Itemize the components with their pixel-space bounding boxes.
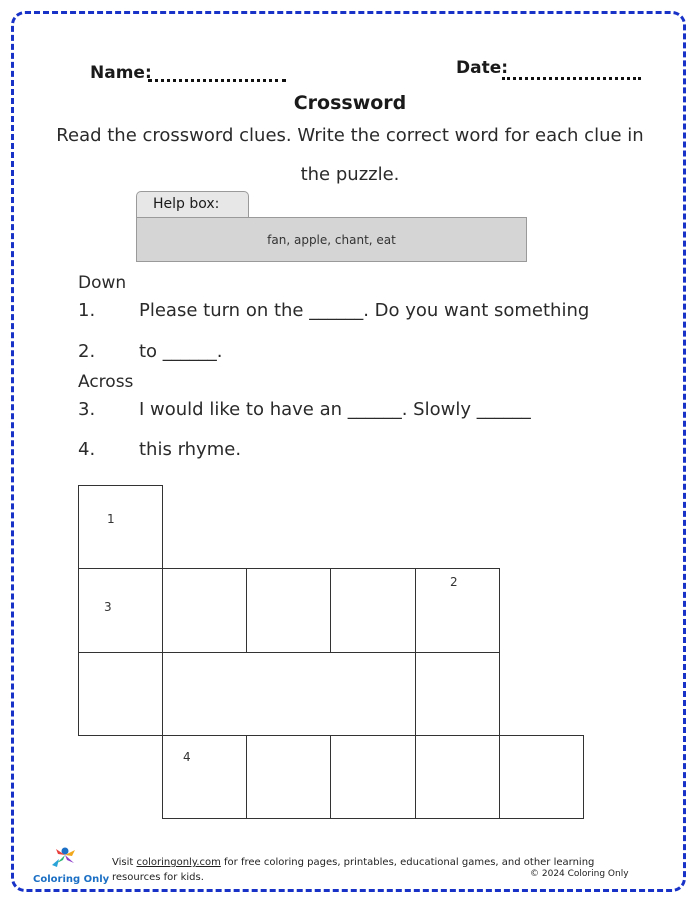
grid-cell[interactable] (162, 568, 247, 653)
instruction-line-1: Read the crossword clues. Write the correct word for each clue in (56, 125, 644, 146)
cell-number-2: 2 (450, 575, 458, 589)
date-label: Date: (456, 58, 509, 78)
instruction-line-2: the puzzle. (300, 164, 400, 185)
grid-cell[interactable] (78, 652, 163, 736)
brand-name: Coloring Only (33, 874, 110, 885)
clue-text: I would like to have an ______. Slowly ______ (139, 399, 531, 420)
grid-cell[interactable] (78, 568, 163, 653)
grid-cell[interactable] (415, 652, 500, 736)
copyright: © 2024 Coloring Only (530, 869, 629, 879)
name-line (148, 79, 286, 82)
name-label: Name: (90, 63, 152, 83)
cell-number-3: 3 (104, 600, 112, 614)
cell-number-1: 1 (107, 512, 115, 526)
date-line (502, 77, 641, 80)
grid-cell[interactable] (330, 568, 416, 653)
clue-number: 1. (78, 300, 96, 321)
footer-visit: Visit (112, 857, 137, 868)
clue-number: 2. (78, 341, 96, 362)
footer-rest: for free coloring pages, printables, educational games, and other learning resources for kids. (112, 857, 595, 883)
grid-cell[interactable] (246, 568, 331, 653)
clue-number: 4. (78, 439, 96, 460)
grid-cell[interactable] (330, 735, 416, 819)
coloring-only-logo-icon (44, 845, 86, 875)
clue-text: Please turn on the ______. Do you want something (139, 300, 590, 321)
grid-blank-region (162, 652, 416, 736)
grid-cell[interactable] (162, 735, 247, 819)
across-heading: Across (78, 372, 134, 392)
page-title: Crossword (293, 92, 407, 114)
grid-cell[interactable] (78, 485, 163, 570)
clue-text: to ______. (139, 341, 223, 362)
clue-number: 3. (78, 399, 96, 420)
help-box-tab: Help box: (136, 191, 249, 218)
footer-link[interactable]: coloringonly.com (136, 857, 221, 868)
down-heading: Down (78, 273, 127, 293)
grid-cell[interactable] (499, 735, 584, 819)
help-box-words: fan, apple, chant, eat (136, 217, 527, 262)
grid-cell[interactable] (246, 735, 331, 819)
clue-text: this rhyme. (139, 439, 242, 460)
cell-number-4: 4 (183, 750, 191, 764)
grid-cell[interactable] (415, 735, 500, 819)
